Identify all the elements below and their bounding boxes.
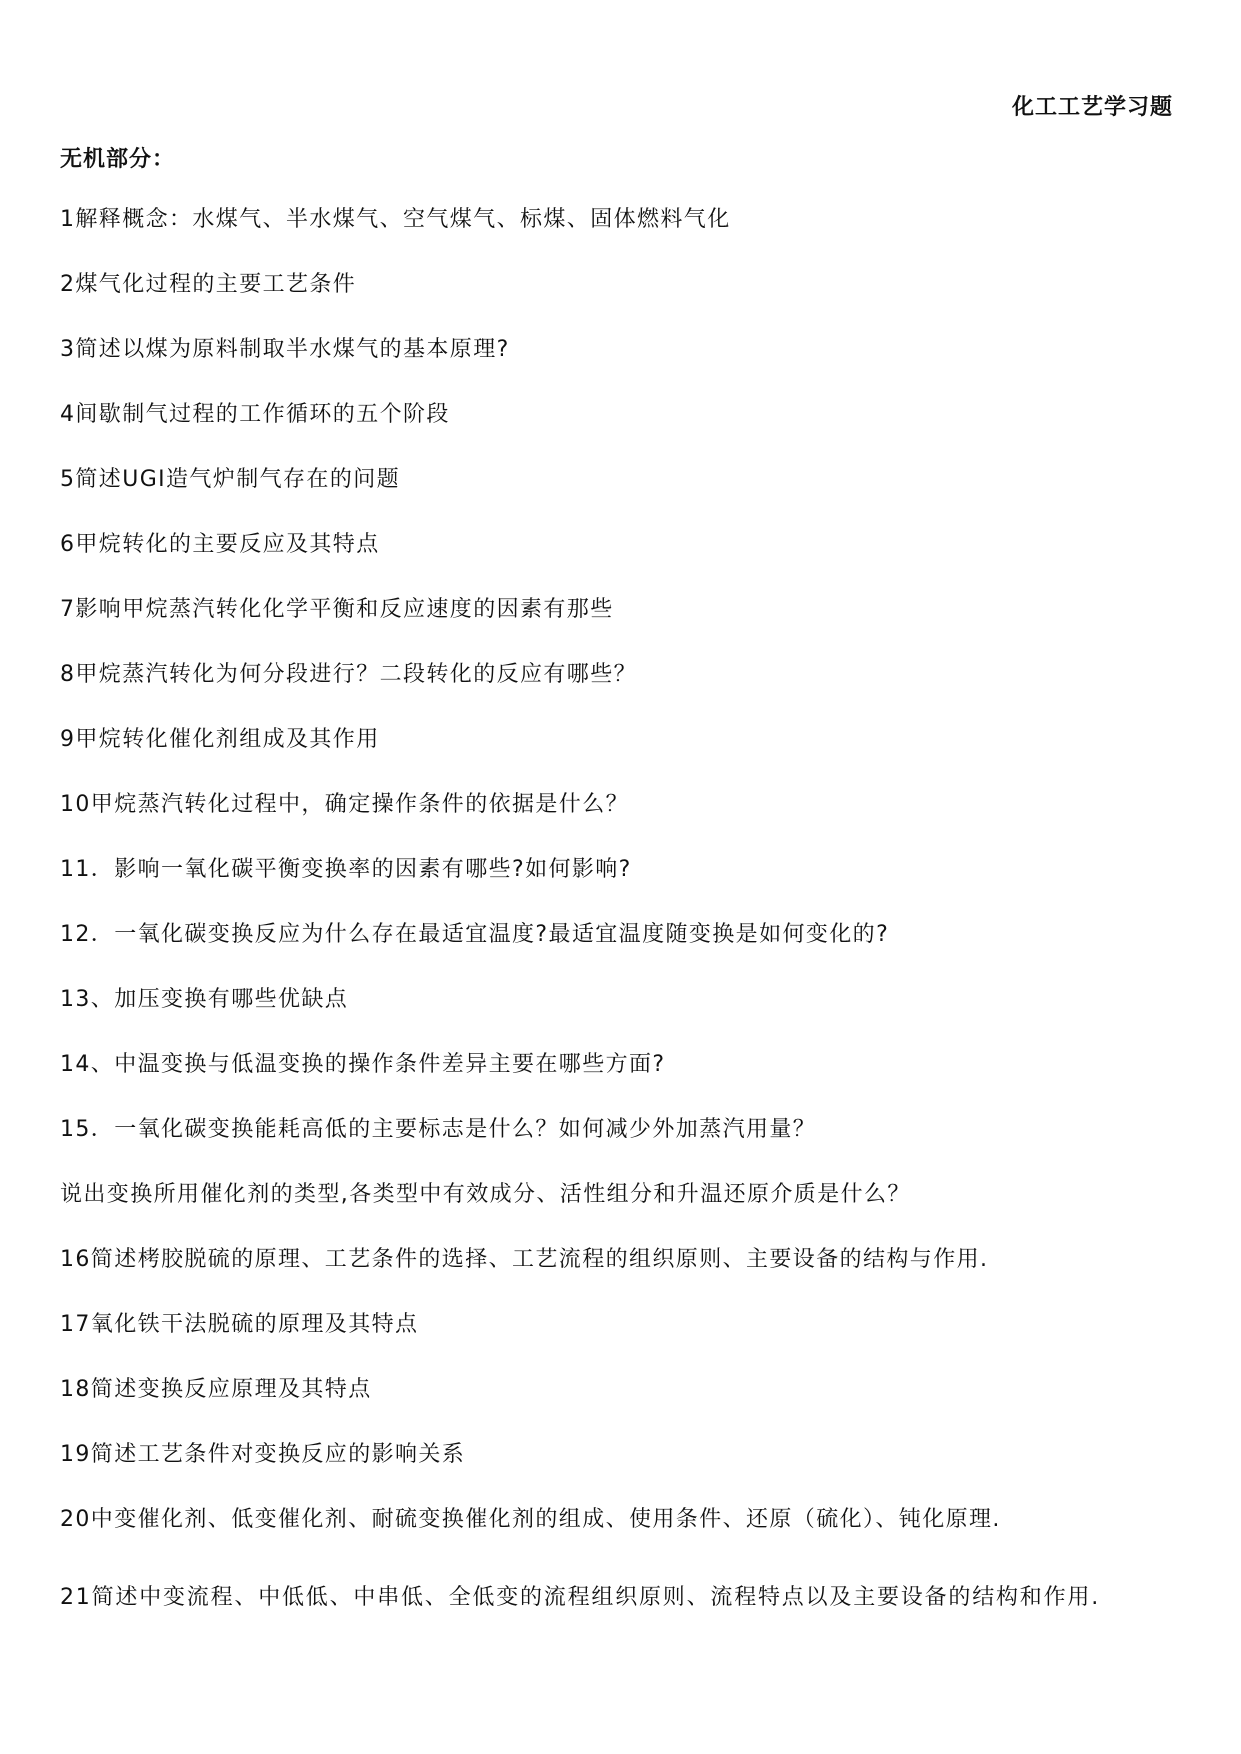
question-item: 15．一氧化碳变换能耗高低的主要标志是什么？如何减少外加蒸汽用量？ — [60, 1117, 817, 1142]
question-item: 5简述UGI造气炉制气存在的问题 — [60, 467, 401, 492]
question-item: 12．一氧化碳变换反应为什么存在最适宜温度?最适宜温度随变换是如何变化的? — [60, 922, 890, 947]
question-item: 3简述以煤为原料制取半水煤气的基本原理? — [60, 337, 510, 362]
question-item: 7影响甲烷蒸汽转化化学平衡和反应速度的因素有那些 — [60, 597, 614, 622]
question-item: 14、中温变换与低温变换的操作条件差异主要在哪些方面? — [60, 1052, 666, 1077]
question-item: 9甲烷转化催化剂组成及其作用 — [60, 727, 380, 752]
question-item: 16简述栲胶脱硫的原理、工艺条件的选择、工艺流程的组织原则、主要设备的结构与作用. — [60, 1247, 989, 1272]
question-item: 说出变换所用催化剂的类型,各类型中有效成分、活性组分和升温还原介质是什么？ — [60, 1182, 911, 1207]
question-item: 6甲烷转化的主要反应及其特点 — [60, 532, 380, 557]
question-item: 8甲烷蒸汽转化为何分段进行？二段转化的反应有哪些？ — [60, 662, 637, 687]
question-item: 2煤气化过程的主要工艺条件 — [60, 272, 357, 297]
question-item: 19简述工艺条件对变换反应的影响关系 — [60, 1442, 466, 1467]
question-item: 21简述中变流程、中低低、中串低、全低变的流程组织原则、流程特点以及主要设备的结构和作用. — [60, 1585, 1100, 1610]
question-item: 17氧化铁干法脱硫的原理及其特点 — [60, 1312, 419, 1337]
question-item: 11．影响一氧化碳平衡变换率的因素有哪些?如何影响? — [60, 857, 632, 882]
question-list — [60, 200, 1190, 1630]
question-item: 1解释概念：水煤气、半水煤气、空气煤气、标煤、固体燃料气化 — [60, 207, 731, 232]
section-heading: 无机部分： — [60, 147, 176, 172]
question-item: 10甲烷蒸汽转化过程中，确定操作条件的依据是什么？ — [60, 792, 629, 817]
question-item: 13、加压变换有哪些优缺点 — [60, 987, 349, 1012]
document-title: 化工工艺学习题 — [1011, 95, 1173, 120]
question-item: 18简述变换反应原理及其特点 — [60, 1377, 372, 1402]
question-item: 4间歇制气过程的工作循环的五个阶段 — [60, 402, 450, 427]
question-item: 20中变催化剂、低变催化剂、耐硫变换催化剂的组成、使用条件、还原（硫化）、钝化原理. — [60, 1507, 1001, 1532]
